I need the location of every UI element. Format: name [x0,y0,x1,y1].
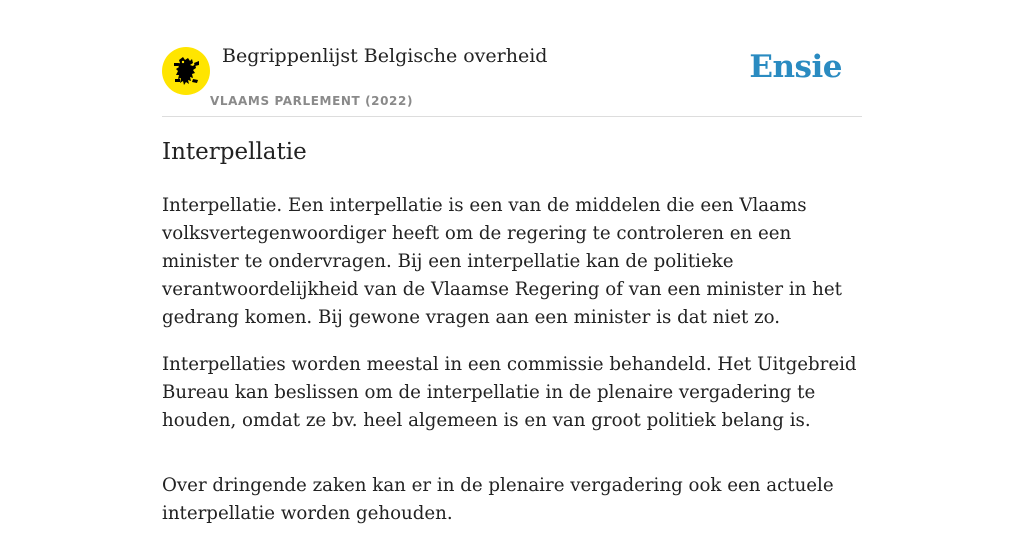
lion-icon [162,47,210,95]
term-heading: Interpellatie [162,139,307,165]
site-title-link[interactable]: Begrippenlijst Belgische overheid [222,45,548,67]
definition-body [162,192,862,547]
source-label: VLAAMS PARLEMENT (2022) [210,94,414,108]
ensie-logo-link[interactable]: Ensie [749,49,842,85]
flemish-lion-logo[interactable] [162,47,210,95]
content-container [162,0,862,524]
definition-paragraph: Over dringende zaken kan er in de plenaire vergadering ook een actuele interpellatie worden gehouden. [162,475,834,524]
definition-paragraph: Interpellatie. Een interpellatie is een van de middelen die een Vlaams volksvertegenwoordiger heeft om de regering te controleren en een minister te ondervragen. Bij een interpellatie kan de politieke verantwoordelijkheid van de Vlaamse Regering of van een minister in het gedrang komen. Bij gewone vragen aan een minister is dat niet zo. [162,195,842,328]
header [162,0,862,117]
definition-paragraph: Interpellaties worden meestal in een commissie behandeld. Het Uitgebreid Bureau kan beslissen om de interpellatie in de plenaire vergadering te houden, omdat ze bv. heel algemeen is en van groot politiek belang is. [162,354,857,431]
